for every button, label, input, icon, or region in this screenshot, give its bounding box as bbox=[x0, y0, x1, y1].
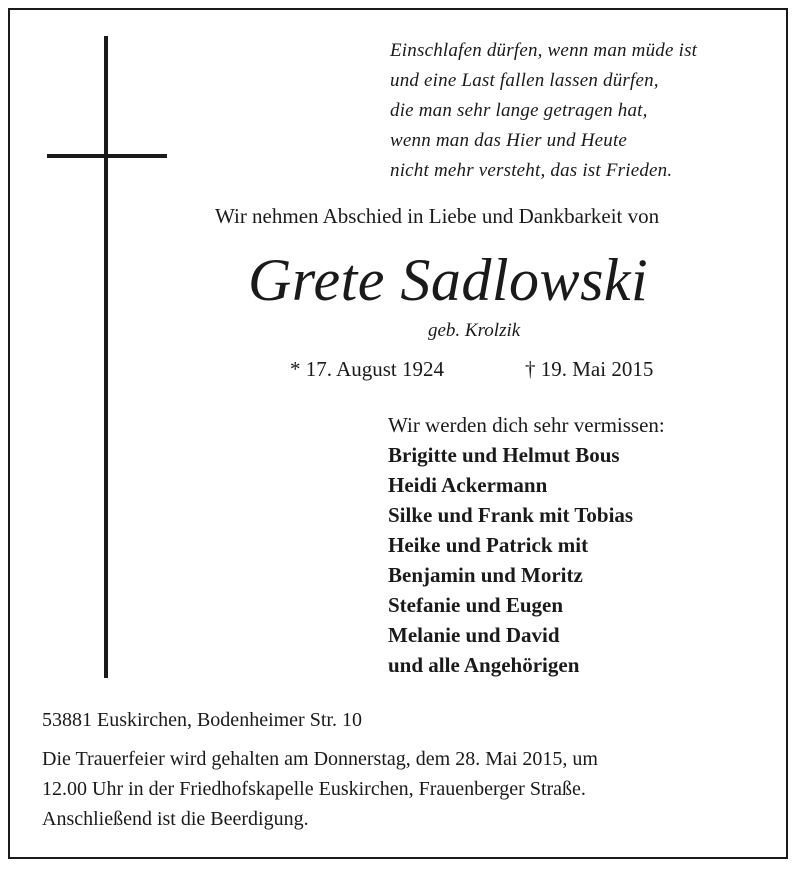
ceremony-line: 12.00 Uhr in der Friedhofskapelle Euskirchen, Frauenberger Straße. bbox=[42, 778, 586, 800]
poem-line: Einschlafen dürfen, wenn man müde ist bbox=[390, 40, 698, 61]
poem-line: wenn man das Hier und Heute bbox=[390, 130, 628, 151]
maiden-name: geb. Krolzik bbox=[428, 320, 521, 341]
death-date: † 19. Mai 2015 bbox=[525, 357, 654, 381]
birth-date: * 17. August 1924 bbox=[290, 357, 445, 381]
mourner-name: Benjamin und Moritz bbox=[388, 563, 583, 587]
mourner-name: Silke und Frank mit Tobias bbox=[388, 503, 634, 527]
mourner-name: Stefanie und Eugen bbox=[388, 593, 564, 617]
poem-line: die man sehr lange getragen hat, bbox=[390, 100, 648, 121]
cross-horizontal-bar bbox=[47, 154, 167, 158]
family-address: 53881 Euskirchen, Bodenheimer Str. 10 bbox=[42, 709, 362, 731]
poem-line: und eine Last fallen lassen dürfen, bbox=[390, 70, 659, 91]
poem-line: nicht mehr versteht, das ist Frieden. bbox=[390, 160, 673, 181]
ceremony-line: Anschließend ist die Beerdigung. bbox=[42, 808, 309, 830]
mourner-name: Melanie und David bbox=[388, 623, 560, 647]
mourner-name: Heidi Ackermann bbox=[388, 473, 548, 497]
intro-text: Wir nehmen Abschied in Liebe und Dankbarkeit von bbox=[215, 204, 660, 228]
cross-vertical-bar bbox=[104, 36, 108, 678]
ceremony-line: Die Trauerfeier wird gehalten am Donnerstag, dem 28. Mai 2015, um bbox=[42, 748, 598, 770]
mourner-name: Brigitte und Helmut Bous bbox=[388, 443, 620, 467]
mourners-lead: Wir werden dich sehr vermissen: bbox=[388, 413, 665, 437]
ceremony-details bbox=[42, 744, 782, 834]
deceased-name: Grete Sadlowski bbox=[248, 247, 649, 313]
poem bbox=[390, 36, 770, 186]
mourner-name: und alle Angehörigen bbox=[388, 653, 580, 677]
mourners-block bbox=[388, 410, 778, 680]
mourner-name: Heike und Patrick mit bbox=[388, 533, 589, 557]
